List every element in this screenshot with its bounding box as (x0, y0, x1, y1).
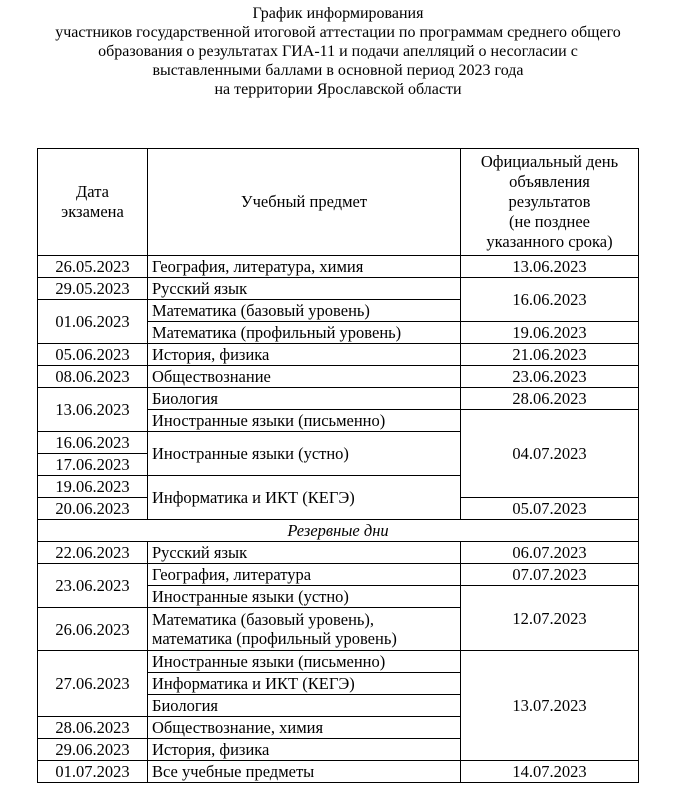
result-date: 14.07.2023 (461, 761, 639, 783)
result-date: 19.06.2023 (461, 322, 639, 344)
exam-date: 27.06.2023 (38, 651, 148, 717)
subject: Обществознание, химия (148, 717, 461, 739)
table-row (38, 256, 639, 278)
result-date: 07.07.2023 (461, 564, 639, 586)
exam-date: 01.06.2023 (38, 300, 148, 344)
table-row (38, 542, 639, 564)
exam-date: 26.06.2023 (38, 608, 148, 651)
result-date: 28.06.2023 (461, 388, 639, 410)
subject-line: математика (профильный уровень) (152, 629, 397, 648)
subject: Иностранные языки (устно) (148, 586, 461, 608)
title-line: участников государственной итоговой аттестации по программам среднего общего (55, 24, 621, 41)
subject: Иностранные языки (устно) (148, 432, 461, 476)
exam-date: 19.06.2023 (38, 476, 148, 498)
header-result-date (461, 149, 639, 256)
result-date: 13.06.2023 (461, 256, 639, 278)
result-date: 23.06.2023 (461, 366, 639, 388)
exam-date: 01.07.2023 (38, 761, 148, 783)
header-text: (не позднее (509, 212, 590, 231)
result-date: 12.07.2023 (461, 586, 639, 651)
subject: Математика (профильный уровень) (148, 322, 461, 344)
header-date (38, 149, 148, 256)
header-text: указанного срока) (486, 232, 613, 251)
table-row (38, 651, 639, 673)
title-line: График информирования (252, 5, 424, 22)
document-title (0, 4, 676, 99)
header-text: Дата (76, 182, 109, 201)
subject: География, литература, химия (148, 256, 461, 278)
result-date: 05.07.2023 (461, 498, 639, 520)
result-date: 13.07.2023 (461, 651, 639, 761)
exam-date: 28.06.2023 (38, 717, 148, 739)
result-date: 06.07.2023 (461, 542, 639, 564)
subject-line: Математика (базовый уровень), (152, 610, 375, 629)
subject: История, физика (148, 344, 461, 366)
subject: Иностранные языки (письменно) (148, 410, 461, 432)
subject: Информатика и ИКТ (КЕГЭ) (148, 476, 461, 520)
header-text: объявления (509, 172, 590, 191)
section-row (38, 520, 639, 542)
result-date: 21.06.2023 (461, 344, 639, 366)
title-line: на территории Ярославской области (214, 81, 462, 98)
exam-date: 29.06.2023 (38, 739, 148, 761)
subject (148, 608, 461, 651)
subject: Биология (148, 695, 461, 717)
subject: Математика (базовый уровень) (148, 300, 461, 322)
subject: География, литература (148, 564, 461, 586)
exam-date: 17.06.2023 (38, 454, 148, 476)
table-row (38, 761, 639, 783)
reserve-days-label: Резервные дни (38, 520, 639, 542)
exam-date: 16.06.2023 (38, 432, 148, 454)
result-date: 16.06.2023 (461, 278, 639, 322)
table-row (38, 388, 639, 410)
table-row (38, 344, 639, 366)
exam-date: 22.06.2023 (38, 542, 148, 564)
exam-date: 13.06.2023 (38, 388, 148, 432)
subject: Биология (148, 388, 461, 410)
exam-date: 08.06.2023 (38, 366, 148, 388)
subject: Обществознание (148, 366, 461, 388)
subject: История, физика (148, 739, 461, 761)
title-line: образования о результатах ГИА-11 и подачи апелляций о несогласии с (98, 43, 578, 60)
title-line: выставленными баллами в основной период 2023 года (152, 62, 524, 79)
exam-date: 20.06.2023 (38, 498, 148, 520)
subject: Русский язык (148, 542, 461, 564)
exam-date: 26.05.2023 (38, 256, 148, 278)
exam-date: 23.06.2023 (38, 564, 148, 608)
table-row (38, 366, 639, 388)
header-text: экзамена (61, 202, 124, 221)
subject: Русский язык (148, 278, 461, 300)
schedule-table (37, 148, 639, 783)
table-header-row (38, 149, 639, 256)
subject: Иностранные языки (письменно) (148, 651, 461, 673)
result-date: 04.07.2023 (461, 410, 639, 498)
header-text: результатов (508, 192, 591, 211)
subject: Информатика и ИКТ (КЕГЭ) (148, 673, 461, 695)
header-text: Официальный день (480, 152, 619, 171)
exam-date: 05.06.2023 (38, 344, 148, 366)
table-row (38, 564, 639, 586)
exam-date: 29.05.2023 (38, 278, 148, 300)
header-subject: Учебный предмет (148, 149, 461, 256)
subject: Все учебные предметы (148, 761, 461, 783)
table-row (38, 278, 639, 300)
